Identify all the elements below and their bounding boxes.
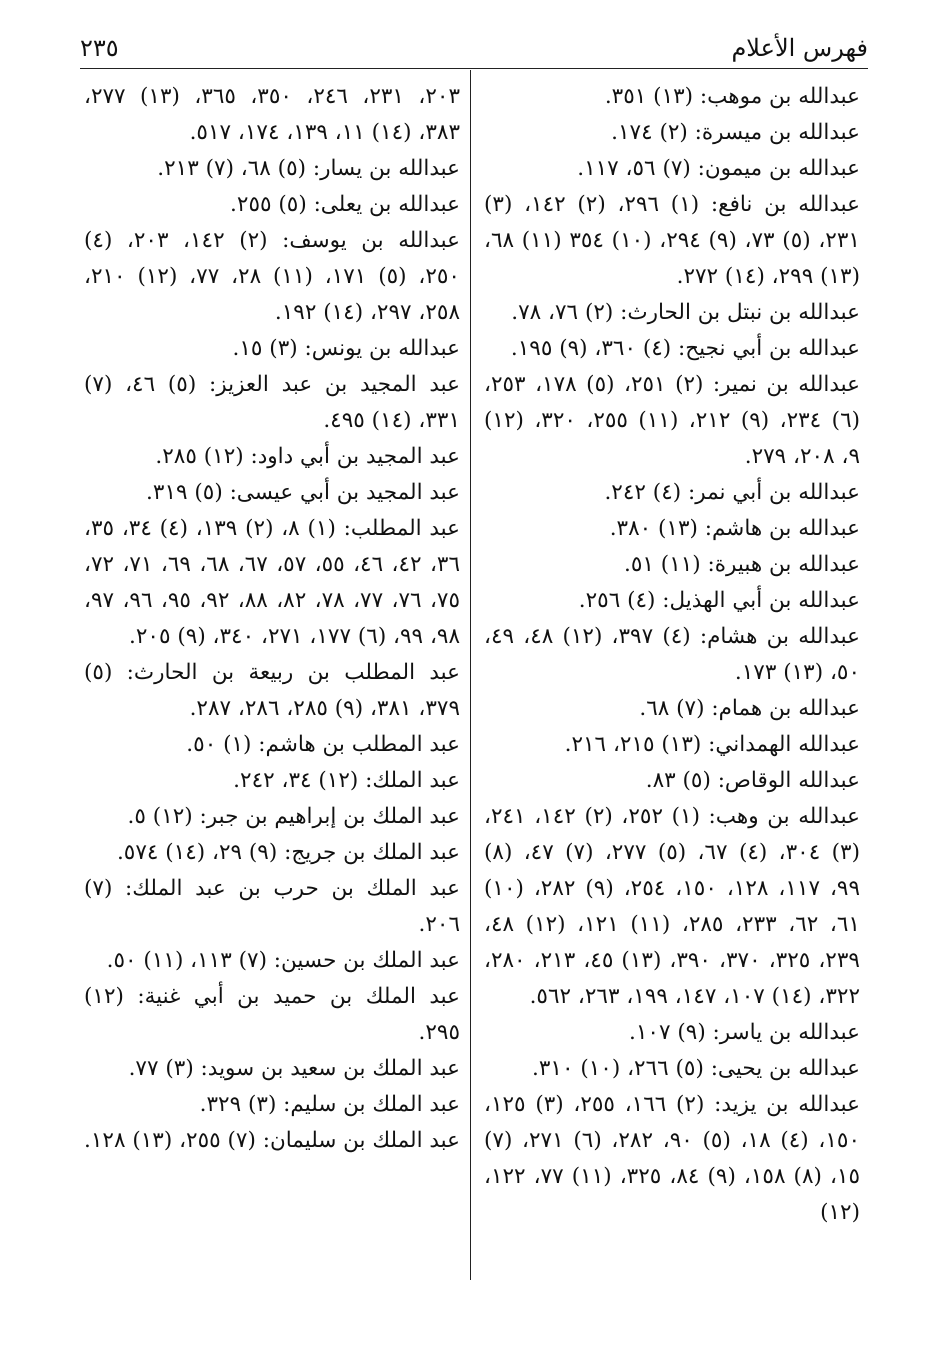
index-entry: عبد المطلب بن ربيعة بن الحارث: (٥) ٣٧٩، ٣٨١، (٩) ٢٨٥، ٢٨٦، ٢٨٧.: [84, 660, 460, 721]
index-entry: عبدالله بن موهب: (١٣) ٣٥١.: [604, 84, 860, 109]
index-entry: عبدالله بن يونس: (٣) ١٥.: [232, 336, 460, 361]
index-entry: ٢٠٣، ٢٣١، ٢٤٦، ٣٥٠، ٣٦٥، (١٣) ٢٧٧، ٣٨٣، (١٤) ١١، ١٣٩، ١٧٤، ٥١٧.: [84, 84, 460, 145]
index-entry: عبد المطلب: (١) ٨، (٢) ١٣٩، (٤) ٣٤، ٣٥، ٣٦، ٤٢، ٤٦، ٥٥، ٥٧، ٦٧، ٦٨، ٦٩، ٧١، ٧٢، ٧٥، ٧٦، ٧٧، ٧٨، ٨٢، ٨٨، ٩٢، ٩٥، ٩٦، ٩٧، ٩٨، ٩٩، (٦) ١٧٧، ٢٧١، ٣٤٠، (٩) ٢٠٥.: [84, 516, 460, 649]
index-entry: عبد المطلب بن هاشم: (١) ٥٠.: [186, 732, 460, 757]
index-entry: عبدالله بن يعلى: (٥) ٢٥٥.: [230, 192, 460, 217]
index-entry: عبد الملك بن سعيد بن سويد: (٣) ٧٧.: [128, 1056, 460, 1081]
index-entry: عبد الملك بن حميد بن أبي غنية: (١٢) ٢٩٥.: [84, 984, 460, 1045]
index-entry: عبد الملك بن حسين: (٧) ١١٣، (١١) ٥٠.: [106, 948, 460, 973]
index-entry: عبدالله بن أبي الهذيل: (٤) ٢٥٦.: [578, 588, 860, 613]
page-number: ٢٣٥: [80, 34, 119, 62]
page-title: فهرس الأعلام: [731, 34, 868, 62]
index-entry: عبدالله بن هشام: (٤) ٣٩٧، (١٢) ٤٨، ٤٩، ٥٠، (١٣) ١٧٣.: [484, 624, 860, 685]
index-entry: عبدالله بن أبي نجيح: (٤) ٣٦٠، (٩) ١٩٥.: [510, 336, 860, 361]
index-entry: عبدالله بن هبيرة: (١١) ٥١.: [624, 552, 860, 577]
index-entry: عبدالله بن يسار: (٥) ٦٨، (٧) ٢١٣.: [157, 156, 460, 181]
index-entry: عبدالله بن هاشم: (١٣) ٣٨٠.: [609, 516, 860, 541]
index-entry: عبدالله بن نبتل بن الحارث: (٢) ٧٦، ٧٨.: [511, 300, 860, 325]
right-column: [484, 79, 860, 1231]
left-column: [84, 79, 460, 1159]
column-divider: [470, 70, 471, 1280]
index-entry: عبدالله بن وهب: (١) ٢٥٢، (٢) ١٤٢، ٢٤١، (٣) ٣٠٤، (٤) ٦٧، (٥) ٢٧٧، (٧) ٤٧، (٨) ٩٩، ١١٧، ١٢٨، ١٥٠، ٢٥٤، (٩) ٢٨٢، (١٠) ٦١، ٦٢، ٢٣٣، ٢٨٥، (١١) ١٢١، (١٢) ٤٨، ٢٣٩، ٣٢٥، ٣٧٠، ٣٩٠، (١٣) ٤٥، ٢١٣، ٢٨٠، ٣٢٢، (١٤) ١٠٧، ١٤٧، ١٩٩، ٢٦٣، ٥٦٢.: [484, 804, 861, 1009]
index-entry: عبدالله بن نمير: (٢) ٢٥١، (٥) ١٧٨، ٢٥٣، (٦) ٢٣٤، (٩) ٢١٢، (١١) ٢٥٥، ٣٢٠، (١٢) ٩، ٢٠٨، ٢٧٩.: [484, 372, 861, 469]
index-entry: عبدالله بن يوسف: (٢) ١٤٢، ٢٠٣، (٤) ٢٥٠، (٥) ١٧١، (١١) ٢٨، ٧٧، (١٢) ٢١٠، ٢٥٨، ٢٩٧، (١٤) ١٩٢.: [84, 228, 460, 325]
index-entry: عبدالله بن نافع: (١) ٢٩٦، (٢) ١٤٢، (٣) ٢٣١، (٥) ٧٣، (٩) ٢٩٤، (١٠) ٣٥٤ (١١) ٦٨، (١٣) ٢٩٩، (١٤) ٢٧٢.: [484, 192, 860, 289]
index-entry: عبدالله بن أبي نمر: (٤) ٢٤٢.: [604, 480, 860, 505]
index-entry: عبدالله بن ميسرة: (٢) ١٧٤.: [611, 120, 860, 145]
index-entry: عبد الملك بن حرب بن عبد الملك: (٧) ٢٠٦.: [84, 876, 460, 937]
index-entry: عبدالله الوقاص: (٥) ٨٣.: [645, 768, 860, 793]
running-head: [80, 22, 868, 62]
index-entry: عبدالله الهمداني: (١٣) ٢١٥، ٢١٦.: [564, 732, 860, 757]
index-entry: عبد المجيد بن أبي داود: (١٢) ٢٨٥.: [155, 444, 460, 469]
header-rule: [80, 68, 868, 69]
index-entry: عبدالله بن يحيى: (٥) ٢٦٦، (١٠) ٣١٠.: [532, 1056, 860, 1081]
index-entry: عبد الملك بن إبراهيم بن جبر: (١٢) ٥.: [127, 804, 460, 829]
index-entry: عبدالله بن يزيد: (٢) ١٦٦، ٢٥٥، (٣) ١٢٥، ١٥٠، (٤) ١٨، (٥) ٩٠، ٢٨٢، (٦) ٢٧١، (٧) ١٥، (٨) ١٥٨، (٩) ٨٤، ٣٢٥، (١١) ٧٧، ١٢٢، (١٢): [484, 1092, 861, 1225]
index-entry: عبد الملك بن سليم: (٣) ٣٢٩.: [199, 1092, 460, 1117]
index-entry: عبد الملك: (١٢) ٣٤، ٢٤٢.: [233, 768, 460, 793]
index-entry: عبد الملك بن سليمان: (٧) ٢٥٥، (١٣) ١٢٨.: [84, 1128, 460, 1153]
index-entry: عبدالله بن همام: (٧) ٦٨.: [639, 696, 860, 721]
index-entry: عبدالله بن ياسر: (٩) ١٠٧.: [629, 1020, 860, 1045]
index-entry: عبدالله بن ميمون: (٧) ٥٦، ١١٧.: [577, 156, 860, 181]
index-entry: عبد الملك بن جريج: (٩) ٢٩، (١٤) ٥٧٤.: [116, 840, 460, 865]
index-entry: عبد المجيد بن أبي عيسى: (٥) ٣١٩.: [146, 480, 460, 505]
index-entry: عبد المجيد بن عبد العزيز: (٥) ٤٦، (٧) ٣٣١، (١٤) ٤٩٥.: [84, 372, 460, 433]
